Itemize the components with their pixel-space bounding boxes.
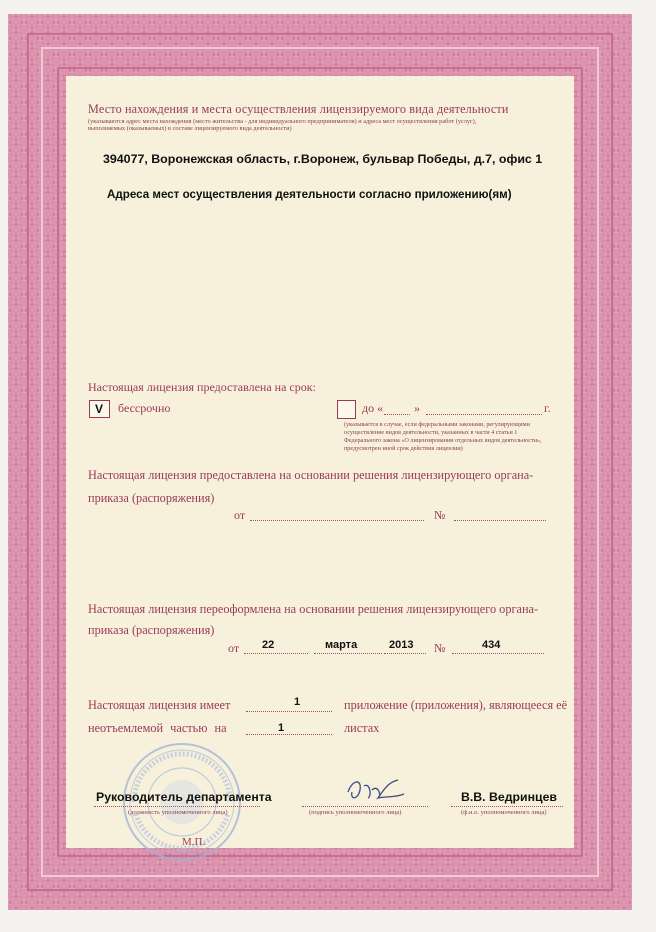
license-sheet [8, 14, 632, 910]
until-close: » [414, 401, 420, 415]
until-label: до « [362, 401, 384, 415]
until-checkbox [337, 400, 356, 419]
signature-line [302, 806, 428, 807]
name-line [451, 806, 563, 807]
document-body [66, 76, 574, 848]
appendix-count-line [246, 711, 332, 712]
reissued-day: 22 [262, 639, 275, 651]
unlimited-label: бессрочно [118, 401, 171, 415]
appendix-count: 1 [294, 696, 301, 708]
until-day-line [384, 414, 410, 415]
appendix-line-2-start: неотъемлемой частью на [88, 721, 227, 735]
position-note: (должность уполномоченного лица) [128, 809, 228, 816]
year-suffix: г. [544, 401, 551, 415]
granted-from-label: от [234, 508, 246, 522]
reissued-day-line [244, 653, 308, 654]
granted-no-label: № [434, 508, 446, 522]
location-note-2: выполняемых (оказываемых) в составе лицензируемого вида деятельности) [88, 125, 292, 132]
reissued-month: марта [325, 639, 358, 651]
granted-line-2: приказа (распоряжения) [88, 491, 215, 505]
term-label: Настоящая лицензия предоставлена на срок: [88, 380, 316, 394]
reissued-number: 434 [482, 639, 501, 651]
signatory-position: Руководитель департамента [96, 790, 272, 804]
name-note: (ф.и.о. уполномоченного лица) [461, 809, 547, 816]
company-address: 394077, Воронежская область, г.Воронеж, бульвар Победы, д.7, офис 1 [103, 152, 543, 166]
granted-date-line [250, 520, 424, 521]
term-note-1: (указывается в случае, если федеральными законами, регулирующими [344, 421, 530, 428]
unlimited-checkbox [89, 400, 110, 418]
granted-line-1: Настоящая лицензия предоставлена на основании решения лицензирующего органа- [88, 468, 534, 482]
until-date-line [426, 414, 542, 415]
term-note-3: Федерального закона «О лицензировании отдельных видов деятельности», [344, 437, 542, 444]
signatory-name: В.В. Ведринцев [461, 790, 557, 804]
location-heading: Место нахождения и места осуществления лицензируемого вида деятельности [88, 102, 509, 116]
reissued-year: 2013 [389, 639, 414, 651]
reissued-line-2: приказа (распоряжения) [88, 623, 215, 637]
reissued-month-line [314, 653, 382, 654]
appendix-line-1-start: Настоящая лицензия имеет [88, 698, 231, 712]
appendix-sheets-line [246, 734, 332, 735]
granted-number-line [454, 520, 546, 521]
reissued-no-label: № [434, 641, 446, 655]
location-note-1: (указываются адрес места нахождения (место жительства - для индивидуального предпринимателя) и адреса мест осуществления работ (услуг), [88, 118, 477, 125]
reissued-year-line [384, 653, 426, 654]
signature-note: (подпись уполномоченного лица) [309, 809, 402, 816]
appendix-sheets: 1 [278, 722, 285, 734]
term-note-4: предусмотрен иной срок действия лицензии) [344, 445, 463, 452]
stamp-place-label: М.П. [182, 836, 206, 848]
activity-places: Адреса мест осуществления деятельности согласно приложению(ям) [107, 188, 512, 201]
appendix-line-1-end: приложение (приложения), являющееся её [344, 698, 568, 712]
reissued-line-1: Настоящая лицензия переоформлена на основании решения лицензирующего органа- [88, 602, 539, 616]
term-note-2: осуществление видов деятельности, указанных в части 4 статьи 1 [344, 429, 518, 436]
reissued-number-line [452, 653, 544, 654]
handwritten-signature [342, 772, 412, 810]
reissued-from-label: от [228, 641, 240, 655]
position-line [94, 806, 260, 807]
check-mark: V [95, 402, 104, 416]
appendix-line-2-end: листах [344, 721, 380, 735]
